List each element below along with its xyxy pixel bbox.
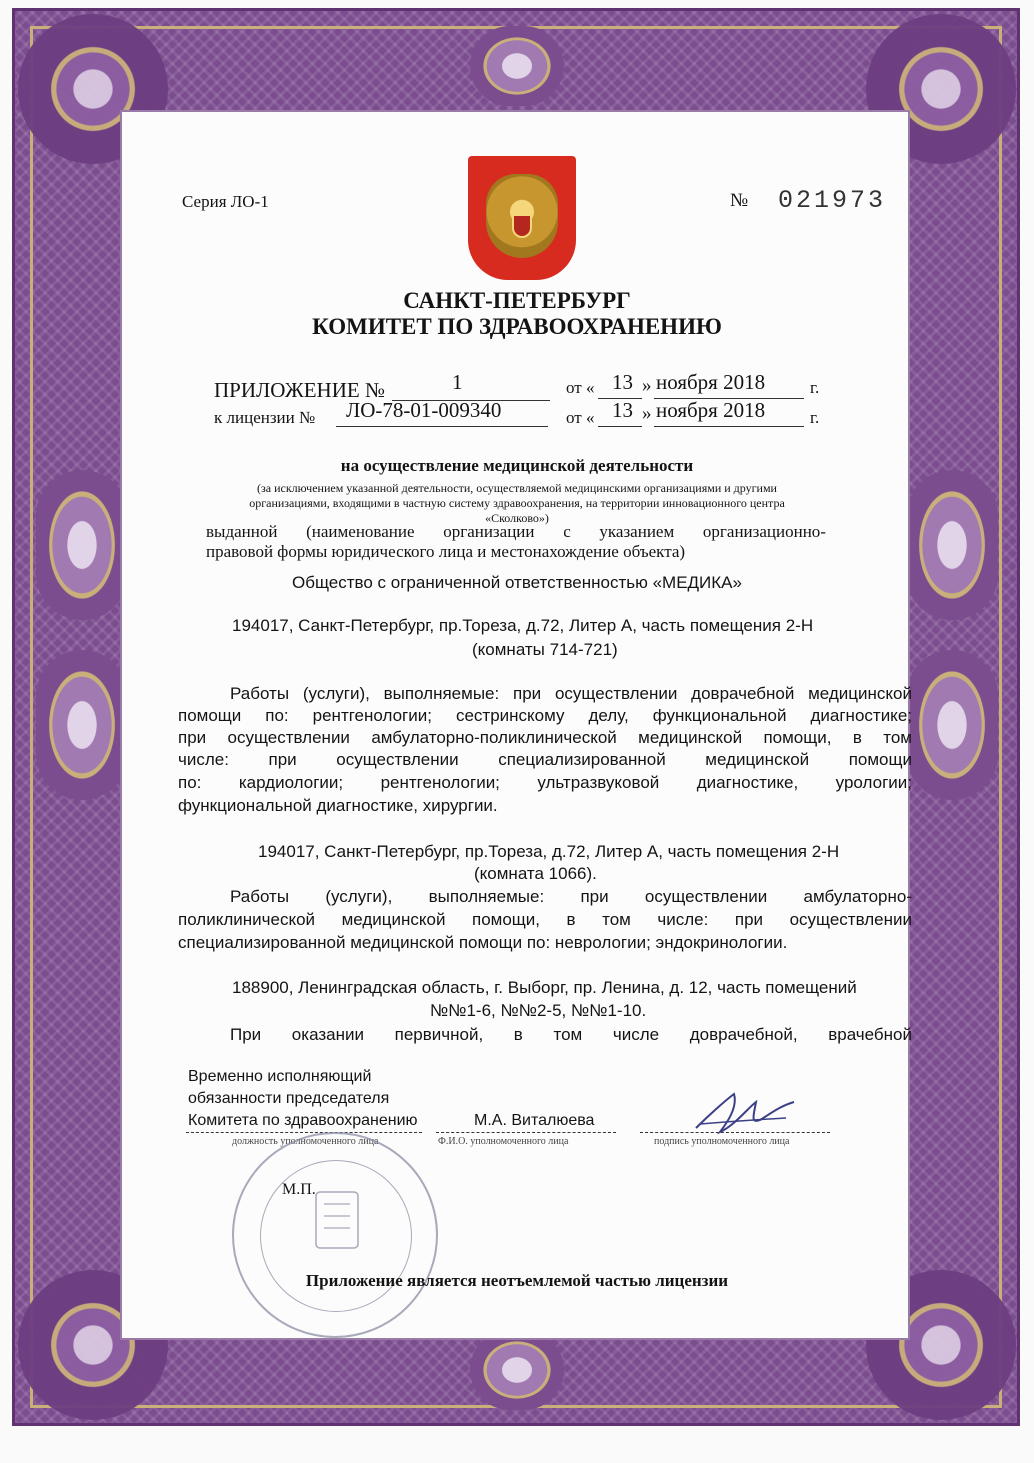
site1-works-last-line: функциональной диагностике, хирургии. xyxy=(178,796,498,815)
issued-word: с xyxy=(563,522,571,541)
organization-name: Общество с ограниченной ответственностью «МЕДИКА» xyxy=(292,573,742,592)
site2-address: 194017, Санкт-Петербург, пр.Тореза, д.72, Литер А, часть помещения 2-Н xyxy=(258,842,840,861)
signatory-position-line-3: Комитета по здравоохранению xyxy=(188,1112,418,1129)
shield-icon xyxy=(512,214,532,238)
appendix-label: ПРИЛОЖЕНИЕ № xyxy=(214,378,385,402)
series-label: Серия ЛО-1 xyxy=(182,192,269,211)
issued-word: организации xyxy=(443,522,535,541)
caption-name: Ф.И.О. уполномоченного лица xyxy=(438,1136,569,1147)
license-day-close: » xyxy=(642,403,652,424)
appendix-month-year: ноября 2018 xyxy=(656,370,766,394)
caption-position: должность уполномоченного лица xyxy=(232,1136,379,1147)
license-year-suffix: г. xyxy=(810,408,820,427)
signatory-position-line-1: Временно исполняющий xyxy=(188,1068,372,1085)
seal-emblem-icon xyxy=(234,1134,440,1340)
handwritten-signature xyxy=(690,1084,800,1144)
issued-line-2: правовой формы юридического лица и местонахождение объекта) xyxy=(206,542,686,561)
signatory-position-line-2: обязанности председателя xyxy=(188,1090,390,1107)
issued-word: (наименование xyxy=(306,522,415,541)
site1-address: 194017, Санкт-Петербург, пр.Тореза, д.72, Литер А, часть помещения 2-Н xyxy=(232,616,814,635)
coat-of-arms-emblem xyxy=(468,156,576,280)
site1-rooms: (комнаты 714-721) xyxy=(472,640,618,659)
bottom-ornament xyxy=(470,1330,564,1410)
site1-works-line: по: кардиологии; рентгенологии; ультразвуковой диагностике, урологии; xyxy=(178,773,912,792)
license-day: 13 xyxy=(612,398,633,422)
activity-note-line-2: организациями, входящими в частную систему здравоохранения, на территории инновационного центра xyxy=(249,496,785,510)
authority-city: САНКТ-ПЕТЕРБУРГ xyxy=(403,288,631,313)
signatory-name: М.А. Виталюева xyxy=(474,1112,595,1129)
site2-rooms: (комната 1066). xyxy=(474,864,597,883)
top-ornament xyxy=(470,26,564,106)
seal-placeholder-label: М.П. xyxy=(282,1181,316,1198)
site2-works-line: Работы (услуги), выполняемые: при осуществлении амбулаторно- xyxy=(230,887,912,906)
footer-note: Приложение является неотъемлемой частью лицензии xyxy=(305,1271,729,1290)
site2-works-last-line: специализированной медицинской помощи по: неврологии; эндокринологии. xyxy=(178,933,788,952)
activity-title: на осуществление медицинской деятельности xyxy=(340,456,694,475)
side-ornament-right-lower xyxy=(906,650,998,800)
appendix-date-prefix: от « xyxy=(566,378,595,397)
license-month-year: ноября 2018 xyxy=(656,398,766,422)
blank-serial-number: 021973 xyxy=(778,186,887,215)
license-date-prefix: от « xyxy=(566,408,595,427)
license-label: к лицензии № xyxy=(214,408,316,427)
site1-works-line: Работы (услуги), выполняемые: при осуществлении доврачебной медицинской xyxy=(230,684,912,703)
appendix-day: 13 xyxy=(612,370,633,394)
side-ornament-left-lower xyxy=(36,650,128,800)
site3-address: 188900, Ленинградская область, г. Выборг, пр. Ленина, д. 12, часть помещений xyxy=(232,978,857,997)
appendix-day-close: » xyxy=(642,375,652,396)
issued-word: указанием xyxy=(599,522,675,541)
site3-works-line: При оказании первичной, в том числе доврачебной, врачебной xyxy=(230,1025,912,1044)
site1-works-line: при осуществлении амбулаторно-поликлинической медицинской помощи, в том xyxy=(178,728,912,747)
authority-committee: КОМИТЕТ ПО ЗДРАВООХРАНЕНИЮ xyxy=(312,314,722,339)
site2-works-line: поликлинической медицинской помощи, в том числе: при осуществлении xyxy=(178,910,912,929)
activity-note-line-1: (за исключением указанной деятельности, осуществляемой медицинскими организациями и другими xyxy=(257,481,777,495)
site3-rooms: №№1-6, №№2-5, №№1-10. xyxy=(430,1001,647,1020)
issued-word: организационно- xyxy=(702,522,826,541)
license-number: ЛО-78-01-009340 xyxy=(346,398,502,422)
appendix-number: 1 xyxy=(452,370,463,394)
official-seal xyxy=(232,1132,438,1338)
number-sign: № xyxy=(730,190,749,211)
issued-line-1 xyxy=(206,522,826,542)
site1-works-line: числе: при осуществлении специализированной медицинской помощи xyxy=(178,750,912,769)
appendix-year-suffix: г. xyxy=(810,378,820,397)
caption-signature: подпись уполномоченного лица xyxy=(654,1136,790,1147)
issued-word: выданной xyxy=(206,522,278,541)
activity-note-line-3: «Сколково») xyxy=(485,511,549,525)
site1-works-line: помощи по: рентгенологии; сестринскому делу, функциональной диагностике; xyxy=(178,706,912,725)
